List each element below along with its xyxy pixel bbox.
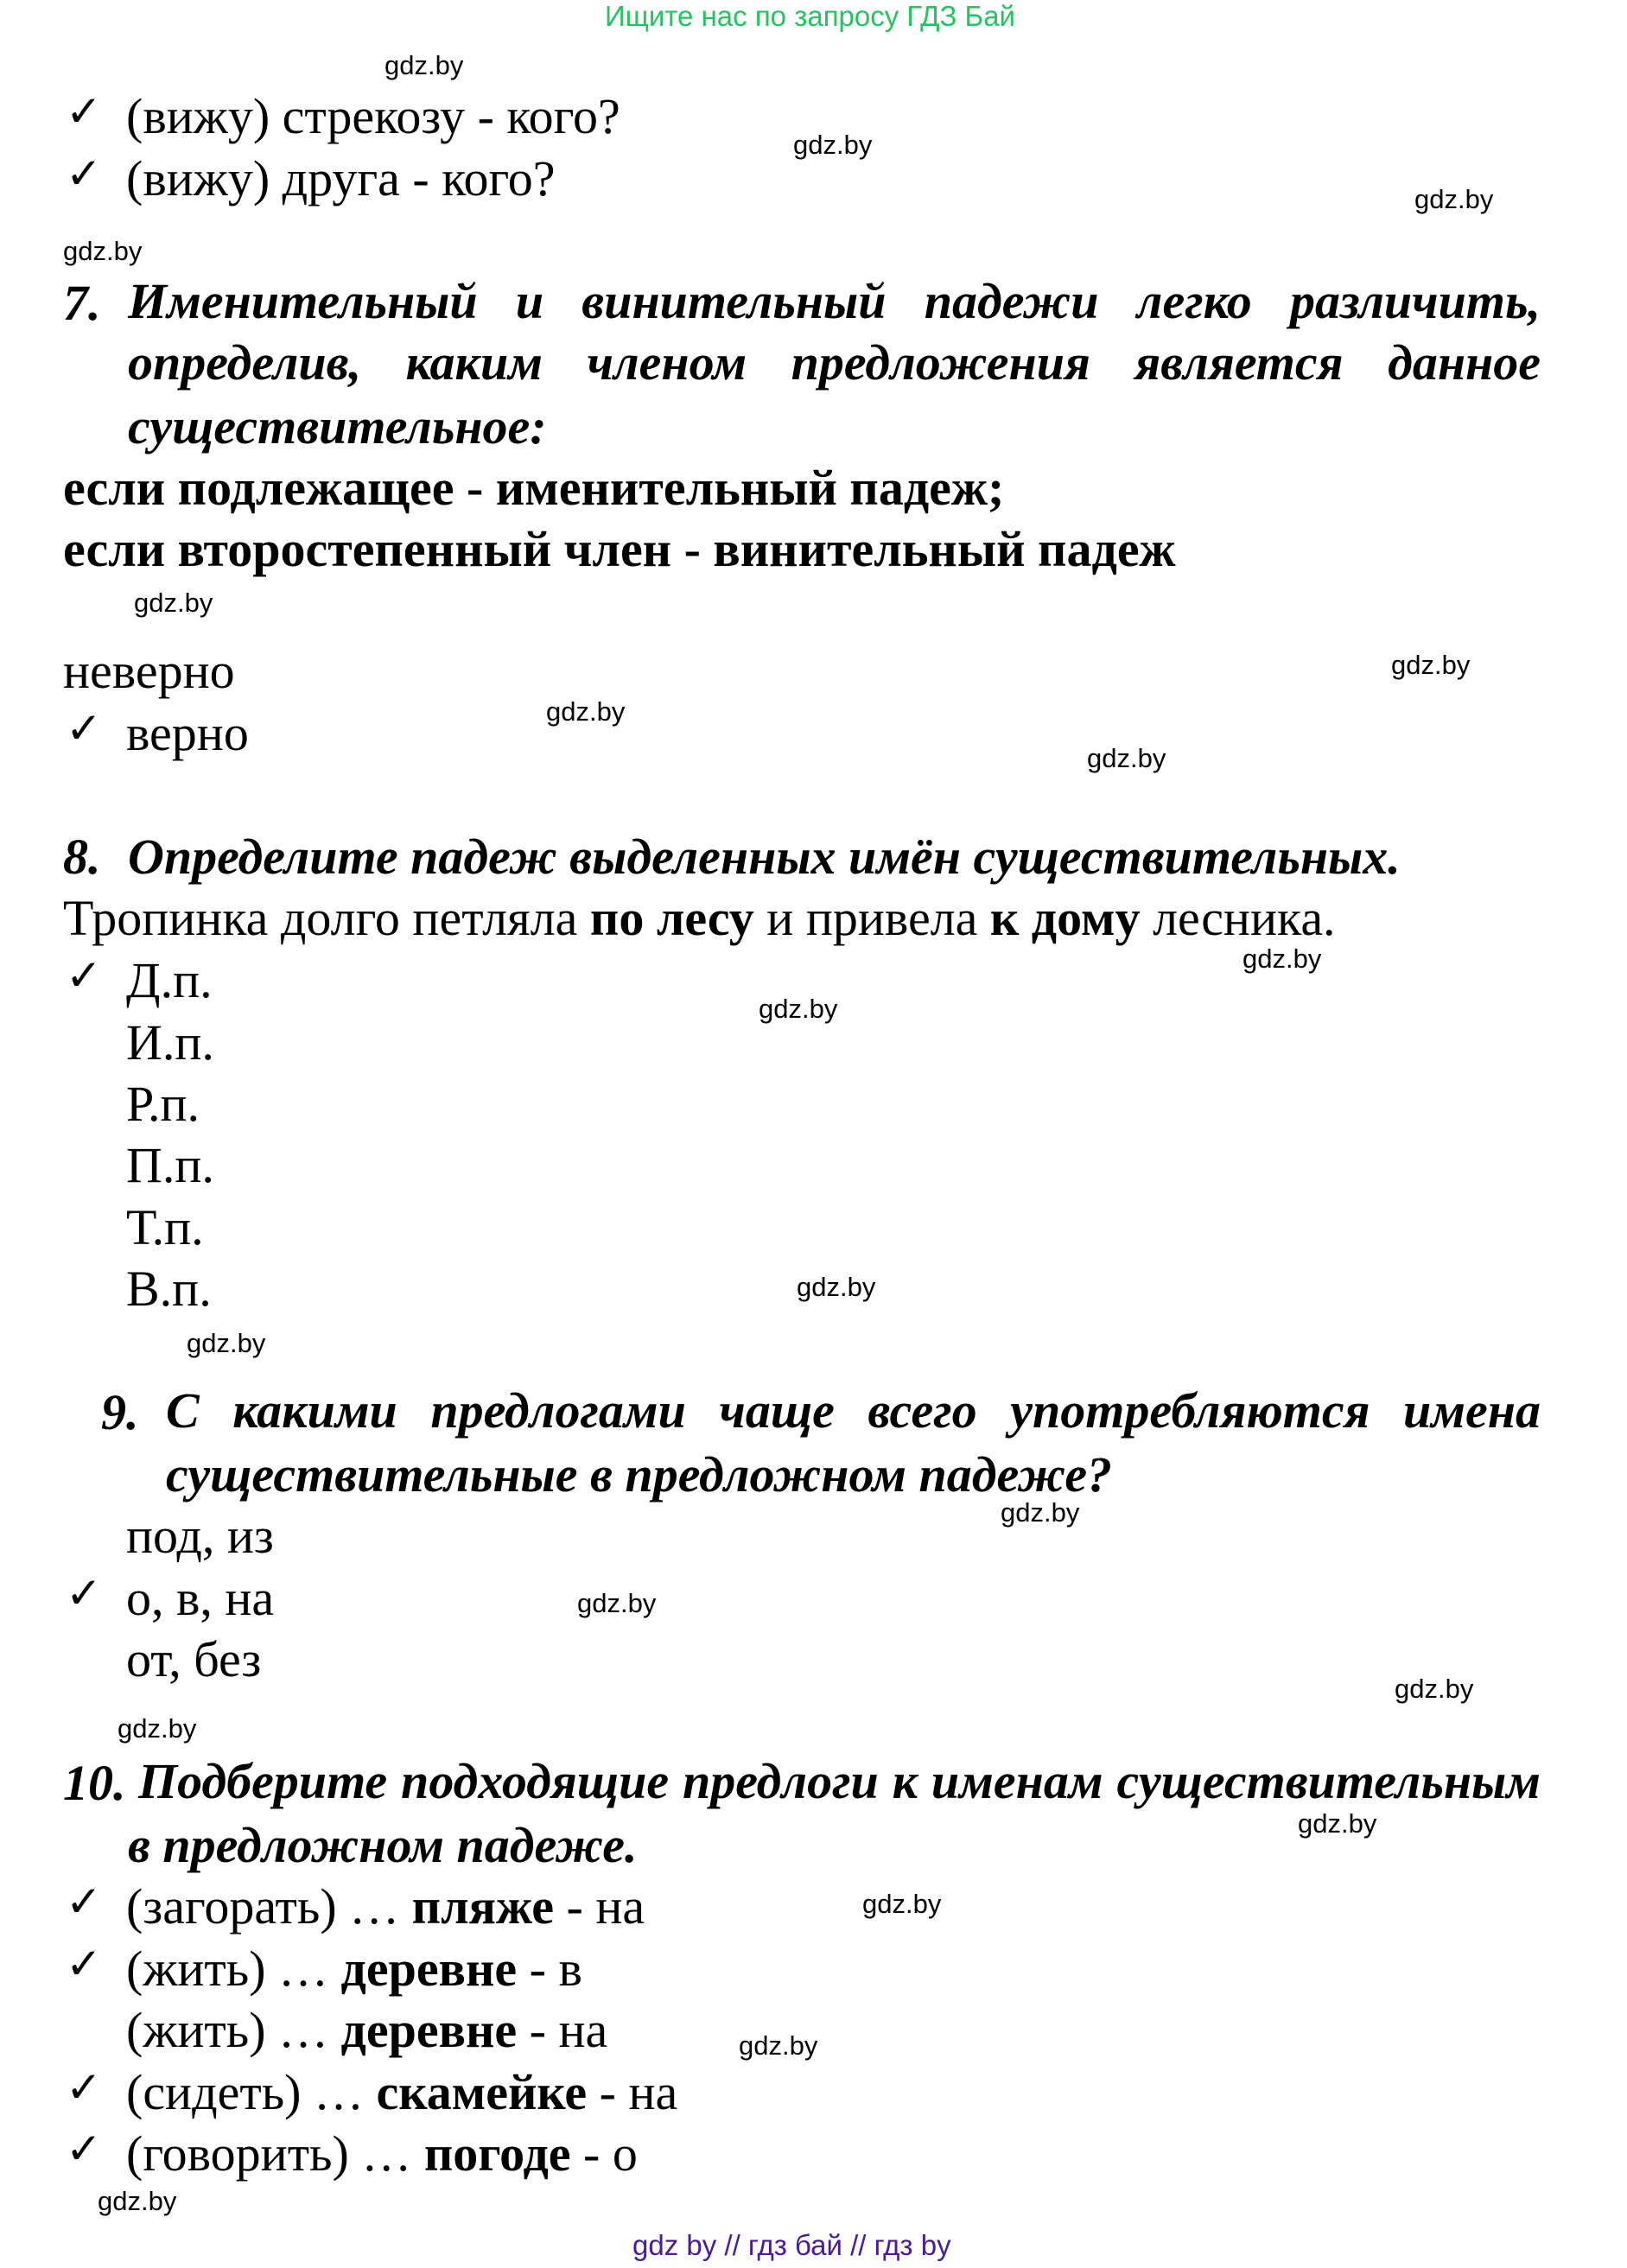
q7-rule-2: если второстепенный член - винительный падеж [63,521,1176,577]
q8-sentence-part-1: Тропинка долго петляла [63,890,590,946]
q7-number: 7. [63,275,101,331]
q10-number: 10. [63,1755,126,1811]
q8-question: Определите падеж выделенных имён существительных. [128,829,1401,885]
q10-item-verb: (говорить) … [126,2125,424,2182]
q10-item-noun: скамейке [376,2064,588,2120]
watermark: gdz.by [1001,1497,1080,1528]
q10-item-verb: (сидеть) … [126,2064,377,2120]
q10-item-1 [126,1878,645,1934]
q10-item-3 [126,2002,608,2058]
check-icon: ✓ [66,1568,102,1618]
watermark: gdz.by [1395,1674,1474,1704]
q10-item-verb: (жить) … [126,1941,341,1997]
q8-highlight-1: по лесу [589,890,754,946]
q10-question-line-2: в предложном падеже. [128,1817,638,1873]
q10-question-line-1: Подберите подходящие предлоги к именам существительным [138,1753,1541,1809]
q10-item-answer: - на [554,1878,645,1934]
q10-item-answer: - на [587,2064,678,2120]
check-icon: ✓ [66,1939,102,1989]
q9-question-line-1: С какими предлогами чаще всего употребляются имена [166,1382,1541,1439]
q8-option-1: Д.п. [126,952,213,1008]
q8-option-3: Р.п. [126,1076,200,1132]
q7-rule-1: если подлежащее - именительный падеж; [63,460,1005,516]
q10-item-noun: деревне [340,1941,518,1997]
check-icon: ✓ [66,703,102,753]
q10-item-noun: деревне [340,2002,518,2058]
check-icon: ✓ [66,2124,102,2174]
q7-question-line-1: Именительный и винительный падежи легко различить, [128,273,1541,329]
q8-option-2: И.п. [126,1014,214,1070]
watermark: gdz.by [1391,650,1471,680]
q8-sentence [63,890,1336,946]
q8-number: 8. [63,829,101,885]
watermark: gdz.by [739,2030,818,2061]
watermark: gdz.by [1298,1808,1377,1839]
check-icon: ✓ [66,86,102,137]
watermark: gdz.by [793,130,873,160]
check-icon: ✓ [66,149,102,199]
watermark: gdz.by [1242,943,1322,974]
watermark: gdz.by [1414,184,1494,214]
watermark: gdz.by [187,1328,266,1358]
watermark: gdz.by [546,696,626,727]
q10-item-5 [126,2125,638,2182]
q8-option-6: В.п. [126,1261,212,1317]
search-banner: Ищите нас по запросу ГДЗ Бай [605,0,1015,32]
watermark: gdz.by [118,1713,197,1744]
q6-answer-1: (вижу) стрекозу - кого? [126,88,620,144]
q10-item-answer: - о [570,2125,638,2182]
q7-option-2: верно [126,705,249,761]
watermark: gdz.by [98,2186,177,2216]
check-icon: ✓ [66,1877,102,1927]
q8-option-5: Т.п. [126,1199,204,1255]
q9-option-2: о, в, на [126,1570,275,1626]
check-icon: ✓ [66,950,102,1001]
q7-question-line-2: определив, каким членом предложения является данное [128,334,1541,391]
q7-option-1: неверно [63,643,235,699]
check-icon: ✓ [66,2062,102,2112]
footer-link[interactable]: gdz by // гдз бай // гдз by [632,2229,951,2261]
q6-answer-2: (вижу) друга - кого? [126,150,556,206]
watermark: gdz.by [1087,743,1166,773]
watermark: gdz.by [797,1272,876,1302]
q10-item-noun: пляже [411,1878,555,1934]
q8-highlight-2: к дому [989,890,1141,946]
watermark: gdz.by [63,236,143,266]
watermark: gdz.by [577,1588,657,1618]
q10-item-answer: - на [517,2002,608,2058]
q9-number: 9. [101,1384,139,1440]
q9-option-3: от, без [126,1631,262,1687]
watermark: gdz.by [385,50,464,80]
q8-sentence-part-2: и привела [753,890,990,946]
watermark: gdz.by [759,994,838,1024]
watermark: gdz.by [862,1889,942,1919]
q9-question-line-2: существительные в предложном падеже? [166,1446,1113,1502]
q10-item-noun: погоде [423,2125,571,2182]
q10-item-4 [126,2064,678,2120]
q8-option-4: П.п. [126,1137,214,1193]
q9-option-1: под, из [126,1508,274,1564]
watermark: gdz.by [134,588,213,618]
q10-item-2 [126,1941,582,1997]
q10-item-verb: (загорать) … [126,1878,412,1934]
q7-question-line-3: существительное: [128,398,547,454]
q10-item-verb: (жить) … [126,2002,341,2058]
q8-sentence-part-3: лесника. [1140,890,1336,946]
q10-item-answer: - в [517,1941,582,1997]
